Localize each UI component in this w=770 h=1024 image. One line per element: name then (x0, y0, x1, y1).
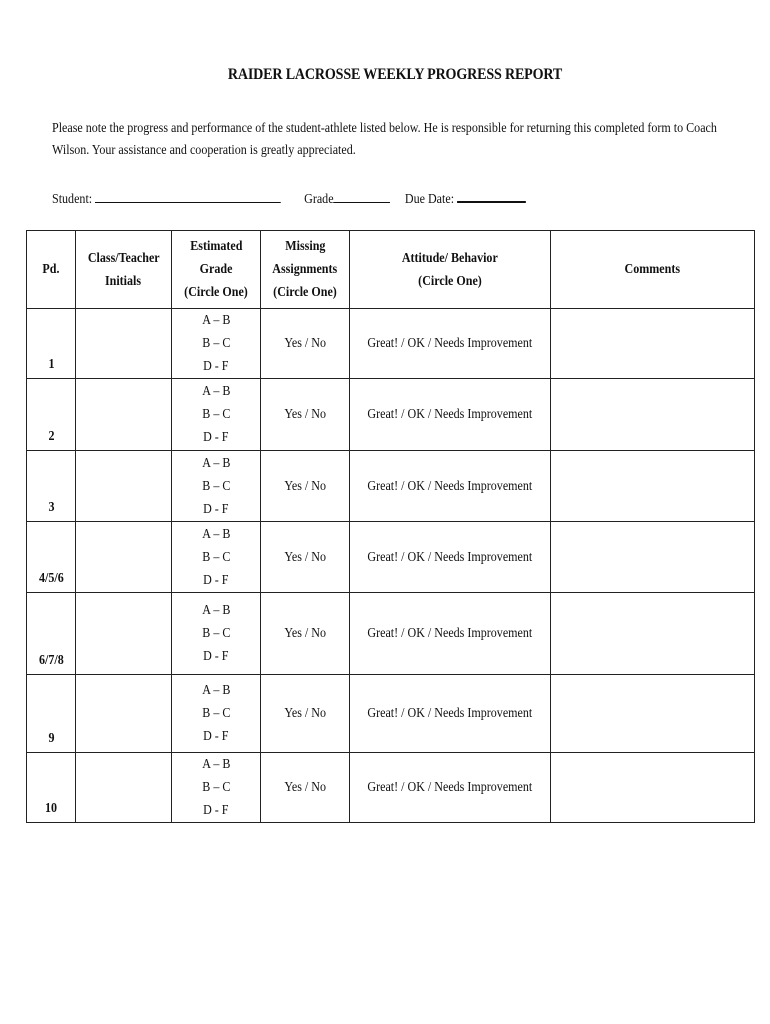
comments-cell[interactable] (551, 675, 755, 753)
estimated-grade-cell[interactable]: A – B B – C D - F (172, 522, 261, 593)
progress-table (26, 230, 755, 823)
comments-cell[interactable] (551, 593, 755, 675)
grade-label: Grade (304, 192, 334, 207)
period-cell: 3 (27, 451, 76, 522)
period-cell: 2 (27, 379, 76, 451)
header-attitude-behavior: Attitude/ Behavior (Circle One) (350, 231, 551, 309)
period-cell: 9 (27, 675, 76, 753)
attitude-behavior-cell[interactable]: Great! / OK / Needs Improvement (350, 451, 551, 522)
attitude-behavior-cell[interactable]: Great! / OK / Needs Improvement (350, 522, 551, 593)
header-estimated-grade: Estimated Grade (Circle One) (172, 231, 261, 309)
header-comments: Comments (551, 231, 755, 309)
class-teacher-cell[interactable] (76, 675, 172, 753)
missing-assignments-cell[interactable]: Yes / No (261, 451, 350, 522)
intro-line-2: Wilson. Your assistance and cooperation is greatly appreciated. (52, 143, 356, 158)
table-row (27, 309, 755, 379)
student-name-field[interactable] (95, 188, 281, 203)
estimated-grade-cell[interactable]: A – B B – C D - F (172, 379, 261, 451)
comments-cell[interactable] (551, 451, 755, 522)
attitude-behavior-cell[interactable]: Great! / OK / Needs Improvement (350, 675, 551, 753)
table-header-row (27, 231, 755, 309)
class-teacher-cell[interactable] (76, 379, 172, 451)
estimated-grade-cell[interactable]: A – B B – C D - F (172, 675, 261, 753)
table-row (27, 451, 755, 522)
class-teacher-cell[interactable] (76, 309, 172, 379)
class-teacher-cell[interactable] (76, 593, 172, 675)
table-row (27, 379, 755, 451)
header-class-teacher: Class/Teacher Initials (76, 231, 172, 309)
class-teacher-cell[interactable] (76, 451, 172, 522)
comments-cell[interactable] (551, 753, 755, 823)
attitude-behavior-cell[interactable]: Great! / OK / Needs Improvement (350, 309, 551, 379)
period-cell: 4/5/6 (27, 522, 76, 593)
missing-assignments-cell[interactable]: Yes / No (261, 753, 350, 823)
table-row (27, 675, 755, 753)
period-cell: 6/7/8 (27, 593, 76, 675)
due-date-field[interactable] (457, 187, 526, 203)
class-teacher-cell[interactable] (76, 753, 172, 823)
grade-field[interactable] (334, 188, 391, 203)
intro-line-1: Please note the progress and performance of the student-athlete listed below. He is responsible for returning this completed form to Coach (52, 121, 717, 136)
comments-cell[interactable] (551, 522, 755, 593)
attitude-behavior-cell[interactable]: Great! / OK / Needs Improvement (350, 753, 551, 823)
table-row (27, 522, 755, 593)
intro-paragraph (52, 118, 731, 162)
estimated-grade-cell[interactable]: A – B B – C D - F (172, 753, 261, 823)
period-cell: 1 (27, 309, 76, 379)
attitude-behavior-cell[interactable]: Great! / OK / Needs Improvement (350, 593, 551, 675)
comments-cell[interactable] (551, 379, 755, 451)
estimated-grade-cell[interactable]: A – B B – C D - F (172, 309, 261, 379)
attitude-behavior-cell[interactable]: Great! / OK / Needs Improvement (350, 379, 551, 451)
table-row (27, 753, 755, 823)
table-row (27, 593, 755, 675)
missing-assignments-cell[interactable]: Yes / No (261, 309, 350, 379)
period-cell: 10 (27, 753, 76, 823)
missing-assignments-cell[interactable]: Yes / No (261, 675, 350, 753)
comments-cell[interactable] (551, 309, 755, 379)
missing-assignments-cell[interactable]: Yes / No (261, 379, 350, 451)
missing-assignments-cell[interactable]: Yes / No (261, 593, 350, 675)
student-info-fields (52, 187, 526, 208)
header-pd: Pd. (27, 231, 76, 309)
student-label: Student: (52, 192, 93, 207)
class-teacher-cell[interactable] (76, 522, 172, 593)
estimated-grade-cell[interactable]: A – B B – C D - F (172, 451, 261, 522)
header-missing-assignments: Missing Assignments (Circle One) (261, 231, 350, 309)
estimated-grade-cell[interactable]: A – B B – C D - F (172, 593, 261, 675)
due-date-label: Due Date: (404, 192, 455, 207)
report-title: RAIDER LACROSSE WEEKLY PROGRESS REPORT (227, 66, 563, 83)
missing-assignments-cell[interactable]: Yes / No (261, 522, 350, 593)
